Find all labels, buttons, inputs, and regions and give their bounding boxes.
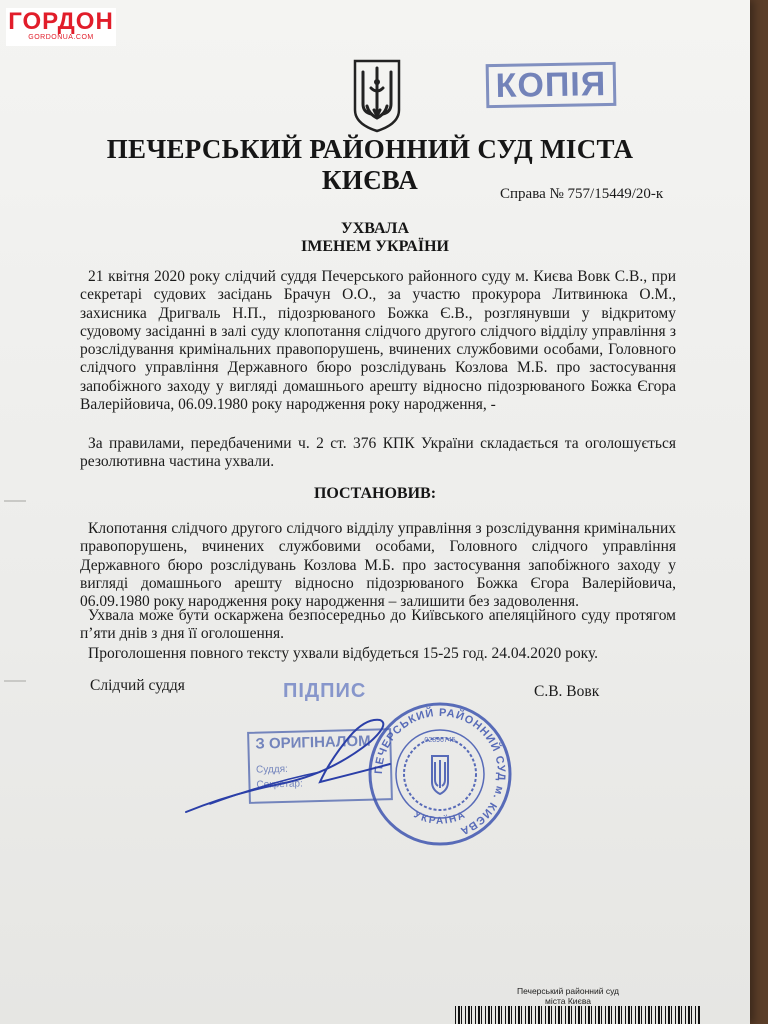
document-subtitle: ІМЕНЕМ УКРАЇНИ — [301, 238, 449, 255]
watermark-name: ГОРДОН — [8, 8, 114, 35]
original-stamp-title: З ОРИГІНАЛОМ — [255, 732, 371, 753]
seal-code: 02896745 — [424, 737, 456, 744]
document-title: УХВАЛА — [341, 220, 409, 237]
paragraph-intro — [80, 268, 676, 414]
paragraph-announcement — [80, 645, 676, 663]
paragraph-decision-text: Клопотання слідчого другого слідчого відділу управління з розслідування кримінальних правопорушень, вчинених службовими особами, Головного слідчого управління Державного бюро розслідувань Козлова М.Б. про застосування запобіжного заходу у вигляді домашнього арешту відносно підозрюваного Божка Єгора Валерійовича, 06.09.1980 року народження року народження – залишити без задоволення. — [80, 520, 676, 611]
footer-court-line-2: міста Києва — [544, 996, 592, 1006]
watermark-site: GORDONUA.COM — [28, 34, 94, 41]
court-name-header: ПЕЧЕРСЬКИЙ РАЙОННИЙ СУД МІСТА КИЄВА — [106, 134, 634, 195]
copy-stamp: КОПІЯ — [486, 62, 617, 108]
seal-country-text: УКРАЇНА — [411, 809, 469, 827]
footer-court-line-1: Печерський районний суд — [516, 986, 620, 996]
paragraph-decision — [80, 520, 676, 611]
gordon-watermark — [6, 8, 116, 46]
judge-label: Слідчий суддя — [90, 677, 185, 694]
footer-court-name — [508, 986, 628, 1006]
paragraph-rules-text: За правилами, передбаченими ч. 2 ст. 376 КПК України складається та оголошується резолютивна частина ухвали. — [80, 435, 676, 471]
punch-shadow — [4, 680, 26, 682]
paragraph-intro-text: 21 квітня 2020 року слідчий суддя Печерського районного суду м. Києва Вовк С.В., при секретарі судових засідань Брачун О.О., за участю прокурора Литвинюка О.М., захисника Дригваль Н.П., підозрюваного Божка Є.В., розглянувши у відкритому судовому засіданні в залі суду клопотання слідчого другого слідчого відділу управління з розслідування кримінальних правопорушень, вчинених службовими особами, Головного слідчого управління Державного бюро розслідувань Козлова М.Б. про застосування запобіжного заходу у вигляді домашнього арешту відносно підозрюваного Божка Єгора Валерійовича, 06.09.1980 року народження року народження, - — [80, 268, 676, 414]
case-number: Справа № 757/15449/20-к — [500, 186, 664, 202]
svg-text:УКРАЇНА — [412, 809, 469, 827]
judge-signature-icon — [180, 712, 410, 822]
paragraph-rules — [80, 435, 676, 472]
paragraph-appeal-text: Ухвала може бути оскаржена безпосередньо до Київського апеляційного суду протягом п’яти днів з дня її оголошення. — [80, 607, 676, 643]
barcode — [455, 1006, 700, 1024]
trident-emblem-icon — [352, 58, 402, 134]
original-stamp-judge-line: Суддя: — [255, 763, 288, 776]
paragraph-announcement-text: Проголошення повного тексту ухвали відбудеться 15-25 год. 24.04.2020 року. — [88, 645, 599, 662]
original-stamp-secretary-line: Секретар: — [256, 778, 303, 791]
signature-stamp: ПІДПИС — [283, 680, 367, 702]
paragraph-appeal — [80, 607, 676, 644]
seal-ring-text: ПЕЧЕРСЬКИЙ РАЙОННИЙ СУД м. КИЄВА — [372, 706, 508, 838]
resolved-heading: ПОСТАНОВИВ: — [313, 485, 437, 502]
judge-name: С.В. Вовк — [534, 683, 600, 700]
